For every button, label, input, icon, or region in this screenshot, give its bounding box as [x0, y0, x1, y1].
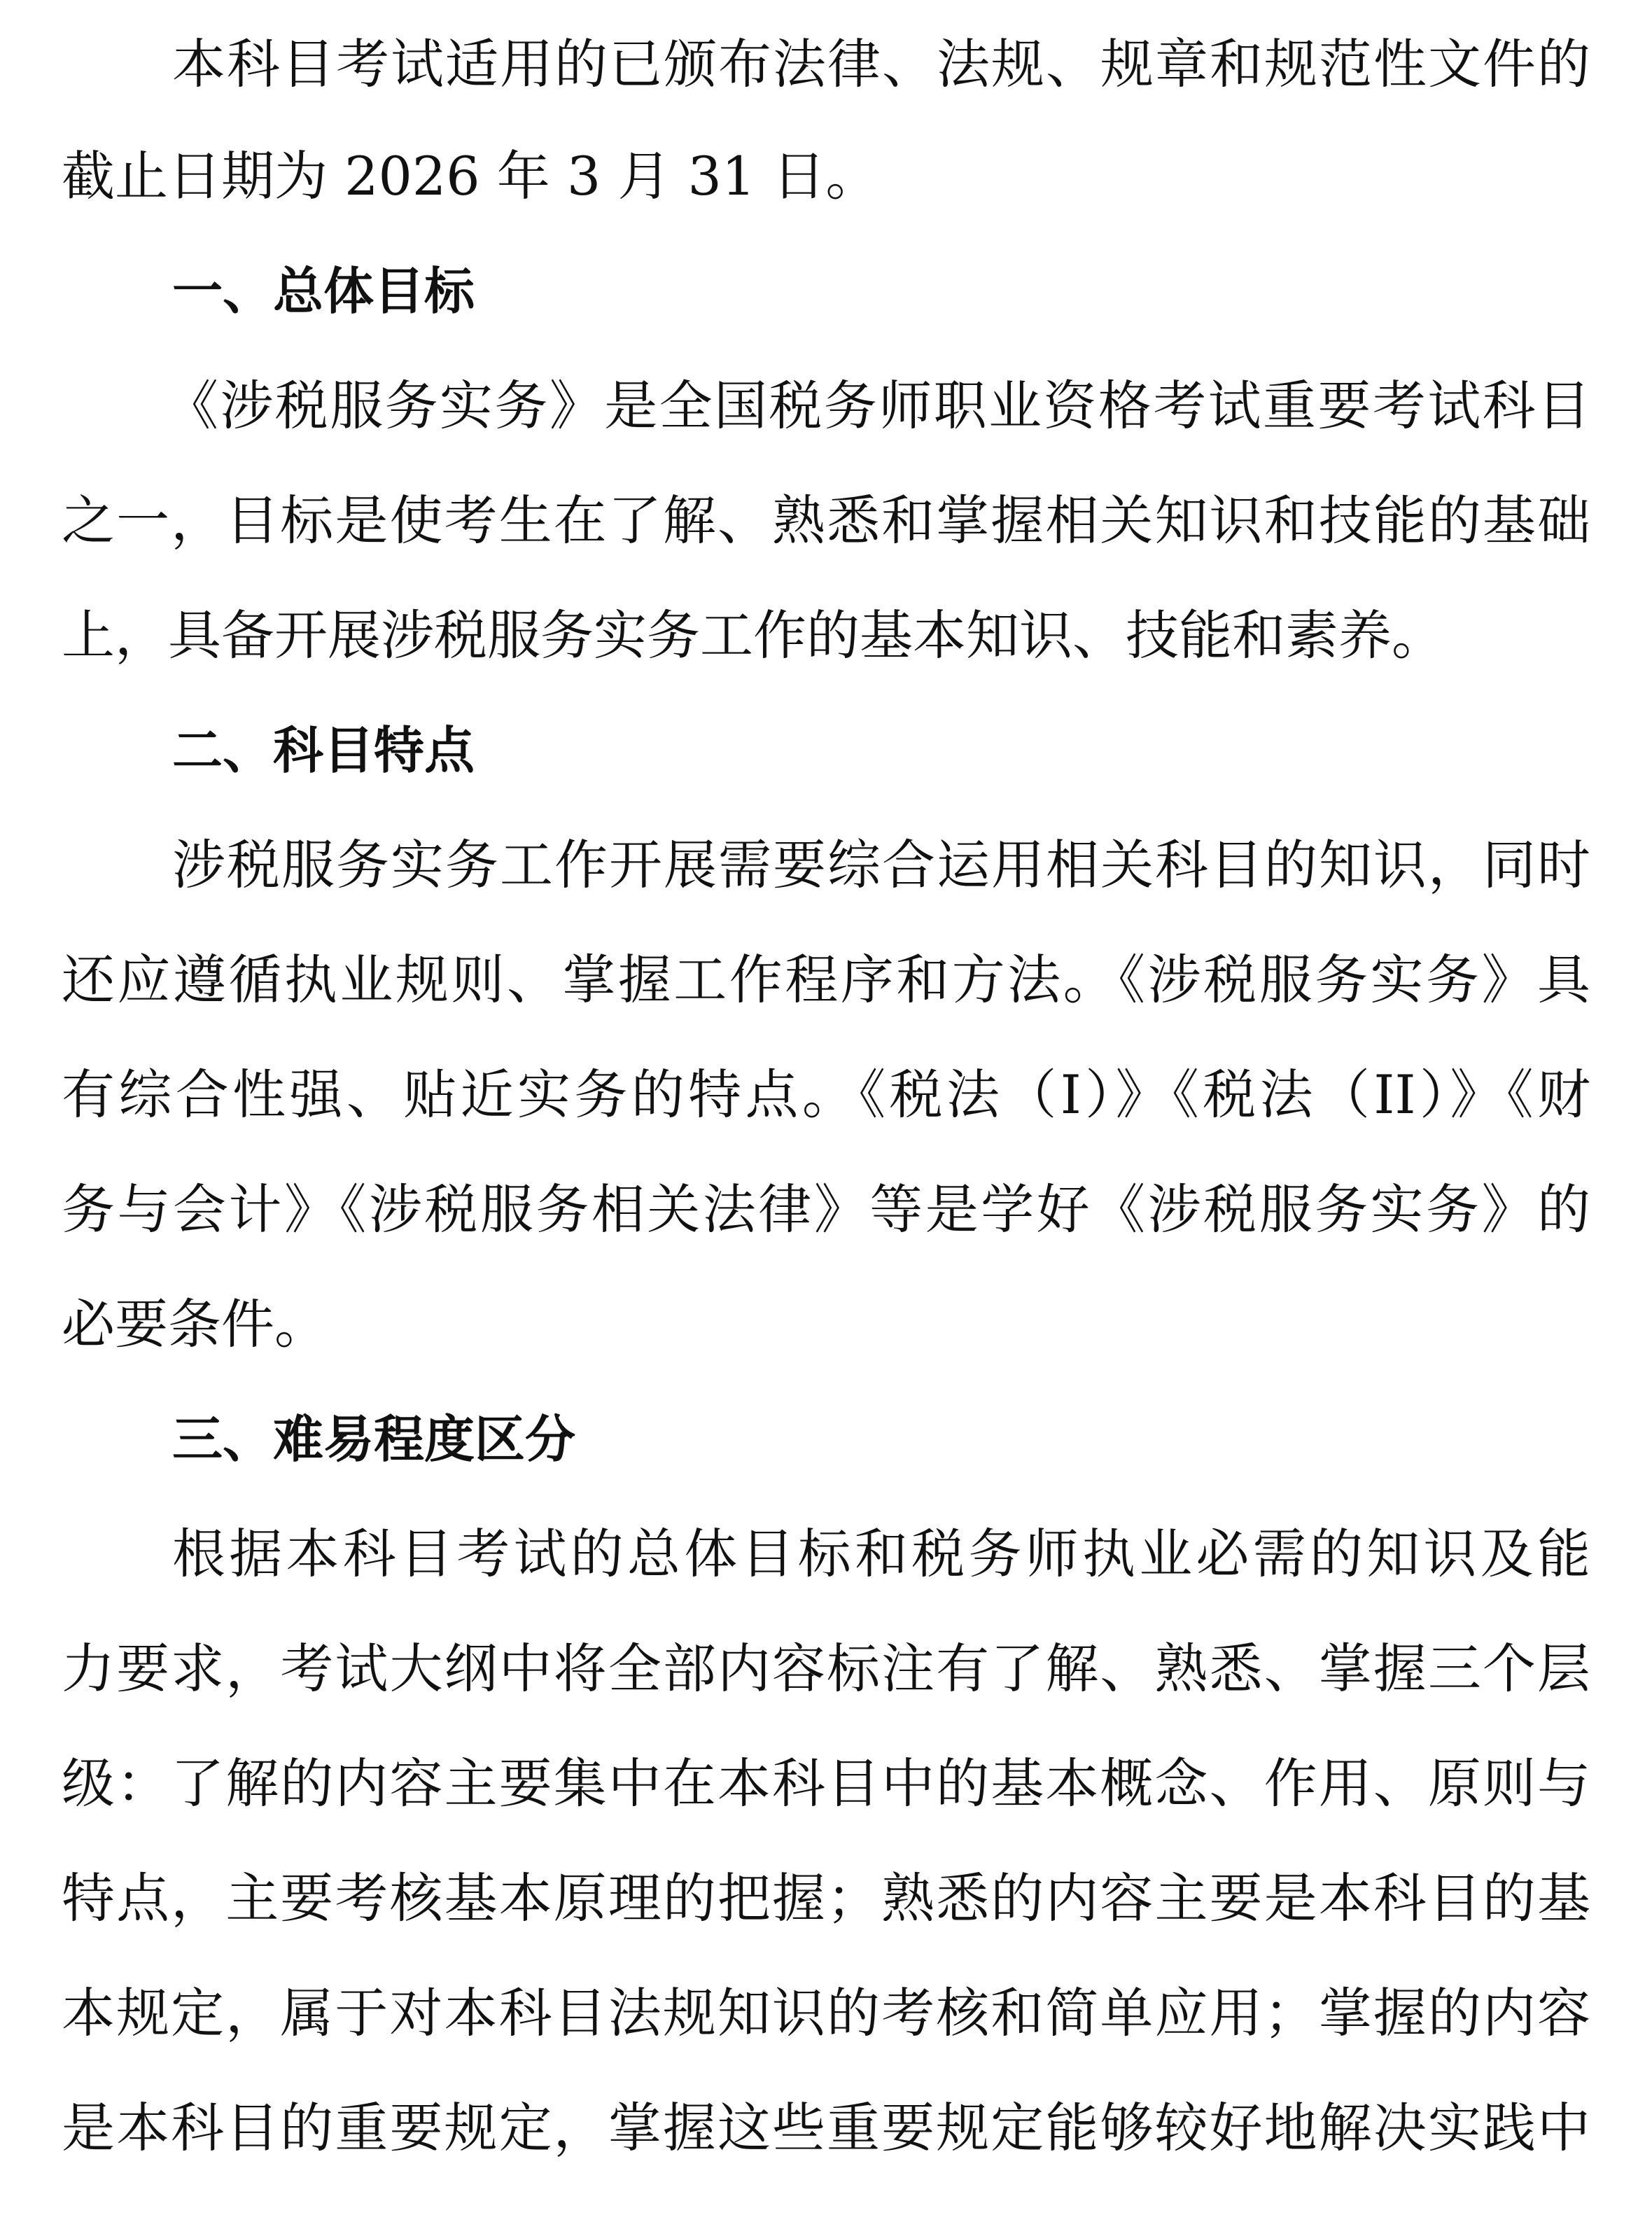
- section3-line-4: 特点，主要考核基本原理的把握；熟悉的内容主要是本科目的基: [62, 1867, 1590, 1929]
- section1-line-2: 之一，目标是使考生在了解、熟悉和掌握相关知识和技能的基础: [62, 489, 1590, 552]
- section2-line-2: 还应遵循执业规则、掌握工作程序和方法。《涉税服务实务》具: [62, 949, 1590, 1011]
- section3-line-1: 根据本科目考试的总体目标和税务师执业必需的知识及能: [172, 1523, 1590, 1585]
- section1-heading: 一、总体目标: [172, 262, 475, 321]
- section3-line-3: 级：了解的内容主要集中在本科目中的基本概念、作用、原则与: [62, 1752, 1590, 1815]
- section2-line-5: 必要条件。: [62, 1293, 328, 1355]
- section3-line-6: 是本科目的重要规定，掌握这些重要规定能够较好地解决实践中: [62, 2097, 1590, 2159]
- section2-line-1: 涉税服务实务工作开展需要综合运用相关科目的知识，同时: [172, 834, 1590, 896]
- intro-line-2: 截止日期为 2026 年 3 月 31 日。: [62, 145, 879, 207]
- section3-heading: 三、难易程度区分: [172, 1410, 576, 1469]
- section3-line-5: 本规定，属于对本科目法规知识的考核和简单应用；掌握的内容: [62, 1982, 1590, 2044]
- intro-line-1: 本科目考试适用的已颁布法律、法规、规章和规范性文件的: [172, 33, 1590, 95]
- section2-line-3: 有综合性强、贴近实务的特点。《税法（Ⅰ）》《税法（II）》《财: [62, 1063, 1590, 1126]
- section2-heading: 二、科目特点: [172, 721, 475, 780]
- section2-line-4: 务与会计》《涉税服务相关法律》等是学好《涉税服务实务》的: [62, 1178, 1590, 1241]
- section3-line-2: 力要求，考试大纲中将全部内容标注有了解、熟悉、掌握三个层: [62, 1637, 1590, 1700]
- section1-line-3: 上，具备开展涉税服务实务工作的基本知识、技能和素养。: [62, 604, 1445, 666]
- section1-line-1: 《涉税服务实务》是全国税务师职业资格考试重要考试科目: [165, 375, 1590, 437]
